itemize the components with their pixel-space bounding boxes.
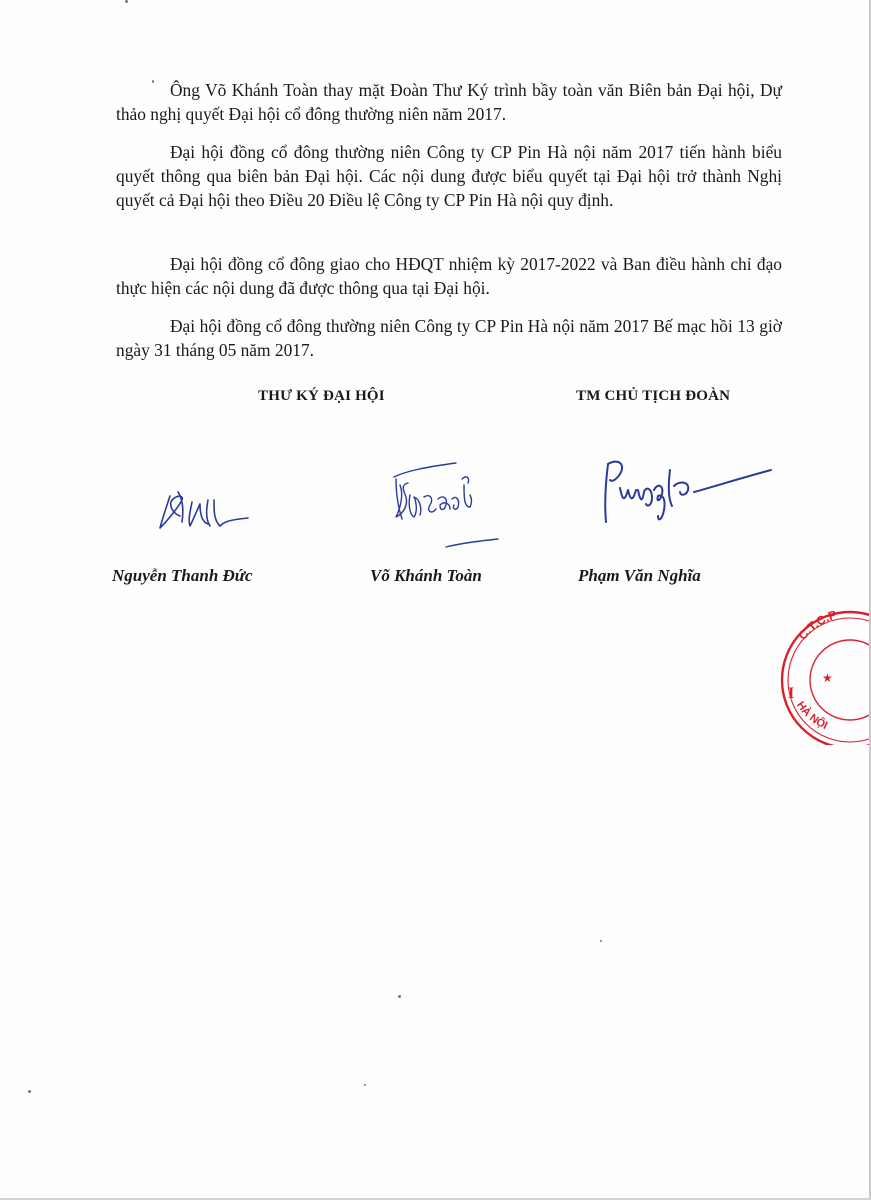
paragraph-secretary-report: Ông Võ Khánh Toàn thay mặt Đoàn Thư Ký trình bầy toàn văn Biên bản Đại hội, Dự thảo nghị quyết Đại hội cổ đông thường niên năm 2017. xyxy=(116,80,782,124)
signer-name-chairman: Phạm Văn Nghĩa xyxy=(578,566,701,585)
scan-speck xyxy=(28,1090,31,1093)
signer-name-middle: Võ Khánh Toàn xyxy=(370,566,482,585)
seal-mark: I xyxy=(788,685,795,702)
scan-speck xyxy=(398,995,401,998)
svg-text:C.T.C.P xyxy=(795,607,838,642)
signature-vo-khanh-toan xyxy=(386,455,506,555)
scan-speck xyxy=(152,80,154,83)
scan-speck xyxy=(125,0,128,3)
signer-name-secretary: Nguyễn Thanh Đức xyxy=(112,566,253,585)
signature-nguyen-thanh-duc xyxy=(148,478,258,538)
seal-text-side: HÀ NỘI xyxy=(794,699,830,732)
paragraph-closing: Đại hội đồng cổ đông thường niên Công ty CP Pin Hà nội năm 2017 Bế mạc hồi 13 giờ ngày 31 tháng 05 năm 2017. xyxy=(116,316,782,360)
scan-speck xyxy=(600,940,602,942)
paragraph-assignment: Đại hội đồng cổ đông giao cho HĐQT nhiệm kỳ 2017-2022 và Ban điều hành chỉ đạo thực hiện các nội dung đã được thông qua tại Đại hội. xyxy=(116,254,782,298)
seal-text-top: C.T.C.P xyxy=(795,607,839,643)
paragraph-voting: Đại hội đồng cổ đông thường niên Công ty CP Pin Hà nội năm 2017 tiến hành biểu quyết thông qua biên bản Đại hội. Các nội dung được biểu quyết tại Đại hội trở thành Nghị quyết cả Đại hội theo Điều 20 Điều lệ Công ty CP Pin Hà nội quy định. xyxy=(116,142,782,210)
signature-pham-van-nghia xyxy=(596,450,781,530)
scan-speck xyxy=(364,1084,366,1086)
company-seal xyxy=(780,600,871,745)
seal-star: ★ xyxy=(822,671,833,685)
secretary-title: THƯ KÝ ĐẠI HỘI xyxy=(258,388,385,404)
chairman-title: TM CHỦ TỊCH ĐOÀN xyxy=(576,388,731,404)
